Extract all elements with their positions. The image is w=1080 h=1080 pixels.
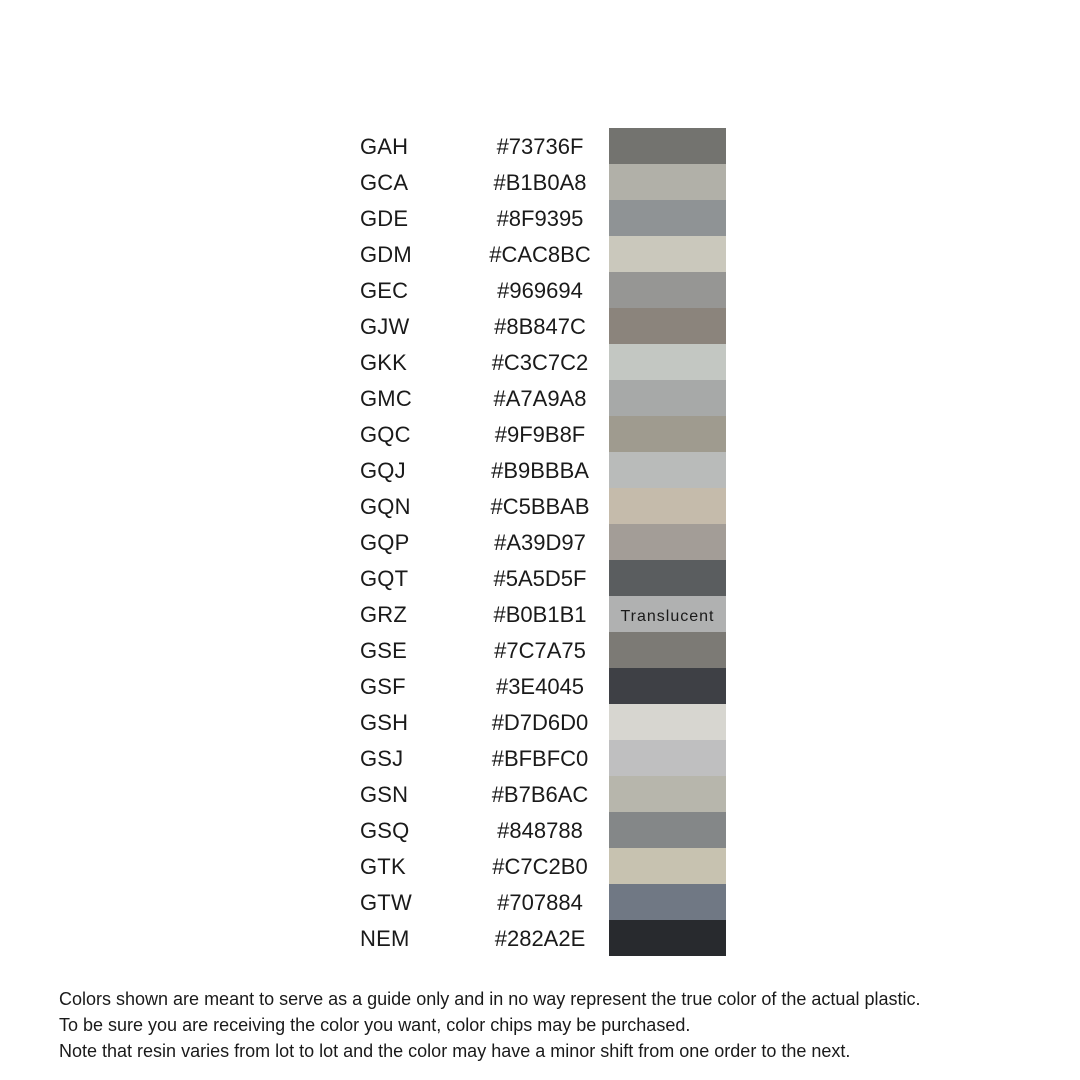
color-code: GQT (360, 566, 409, 591)
color-code: GSN (360, 782, 409, 807)
color-row (0, 704, 1080, 740)
color-swatch (609, 704, 726, 740)
color-hex: #C3C7C2 (491, 350, 589, 375)
disclaimer-line-3: Note that resin varies from lot to lot and the color may have a minor shift from one order to the next. (59, 1041, 851, 1061)
color-swatch (609, 884, 726, 920)
color-code: GSJ (360, 746, 404, 771)
color-hex: #3E4045 (495, 674, 585, 699)
color-row (0, 884, 1080, 920)
color-code: GDE (360, 206, 409, 231)
color-swatch (609, 416, 726, 452)
color-row (0, 632, 1080, 668)
color-swatch (609, 344, 726, 380)
color-hex: #848788 (497, 818, 583, 843)
color-row (0, 344, 1080, 380)
color-hex: #282A2E (494, 926, 586, 951)
color-code: GTW (360, 890, 412, 915)
color-hex: #B9BBBA (491, 458, 589, 483)
color-hex: #BFBFC0 (491, 746, 589, 771)
color-swatch (609, 524, 726, 560)
color-code: GSE (360, 638, 408, 663)
color-hex: #8F9395 (496, 206, 584, 231)
color-swatch (609, 596, 726, 632)
color-row (0, 596, 1080, 632)
color-swatch (609, 308, 726, 344)
color-row (0, 200, 1080, 236)
color-row (0, 848, 1080, 884)
color-hex: #7C7A75 (494, 638, 586, 663)
color-row (0, 236, 1080, 272)
color-swatch (609, 812, 726, 848)
color-hex: #73736F (496, 134, 584, 159)
color-swatch (609, 236, 726, 272)
color-swatch (609, 668, 726, 704)
color-hex: #969694 (497, 278, 583, 303)
disclaimer-notes (59, 986, 1059, 1064)
color-code: GQC (360, 422, 411, 447)
color-hex: #A39D97 (494, 530, 586, 555)
color-hex: #B0B1B1 (493, 602, 587, 627)
color-hex: #707884 (497, 890, 583, 915)
color-swatch (609, 200, 726, 236)
color-code: GSH (360, 710, 409, 735)
color-swatch (609, 380, 726, 416)
color-row (0, 164, 1080, 200)
color-hex: #C7C2B0 (492, 854, 588, 879)
color-swatch (609, 776, 726, 812)
color-row (0, 128, 1080, 164)
color-hex: #B1B0A8 (493, 170, 587, 195)
color-row (0, 452, 1080, 488)
color-chart (0, 128, 1080, 956)
color-code: GSQ (360, 818, 410, 843)
color-hex: #A7A9A8 (493, 386, 587, 411)
swatch-label: Translucent (620, 608, 715, 625)
color-swatch (609, 848, 726, 884)
color-code: GDM (360, 242, 412, 267)
color-code: GMC (360, 386, 412, 411)
color-swatch (609, 488, 726, 524)
disclaimer-line-2: To be sure you are receiving the color you want, color chips may be purchased. (59, 1015, 691, 1035)
color-code: GTK (360, 854, 406, 879)
color-row (0, 776, 1080, 812)
color-swatch (609, 164, 726, 200)
color-row (0, 308, 1080, 344)
color-code: GSF (360, 674, 406, 699)
color-swatch (609, 128, 726, 164)
color-code: GEC (360, 278, 409, 303)
color-row (0, 668, 1080, 704)
color-row (0, 740, 1080, 776)
color-swatch (609, 740, 726, 776)
color-swatch (609, 560, 726, 596)
color-code: GQP (360, 530, 410, 555)
color-swatch (609, 272, 726, 308)
color-hex: #CAC8BC (489, 242, 591, 267)
color-code: GQN (360, 494, 411, 519)
color-code: GJW (360, 314, 410, 339)
color-row (0, 812, 1080, 848)
color-hex: #D7D6D0 (491, 710, 589, 735)
color-hex: #B7B6AC (491, 782, 589, 807)
color-row (0, 524, 1080, 560)
color-row (0, 380, 1080, 416)
disclaimer-line-1: Colors shown are meant to serve as a guide only and in no way represent the true color of the actual plastic. (59, 989, 921, 1009)
color-code: GKK (360, 350, 408, 375)
color-code: GRZ (360, 602, 408, 627)
color-row (0, 560, 1080, 596)
color-row (0, 272, 1080, 308)
color-hex: #8B847C (494, 314, 586, 339)
color-swatch (609, 452, 726, 488)
color-swatch (609, 920, 726, 956)
color-code: GQJ (360, 458, 406, 483)
color-hex: #9F9B8F (494, 422, 586, 447)
color-hex: #C5BBAB (490, 494, 590, 519)
color-row (0, 488, 1080, 524)
color-swatch (609, 632, 726, 668)
color-code: NEM (360, 926, 410, 951)
color-row (0, 416, 1080, 452)
color-code: GCA (360, 170, 409, 195)
color-code: GAH (360, 134, 409, 159)
color-row (0, 920, 1080, 956)
color-hex: #5A5D5F (493, 566, 587, 591)
